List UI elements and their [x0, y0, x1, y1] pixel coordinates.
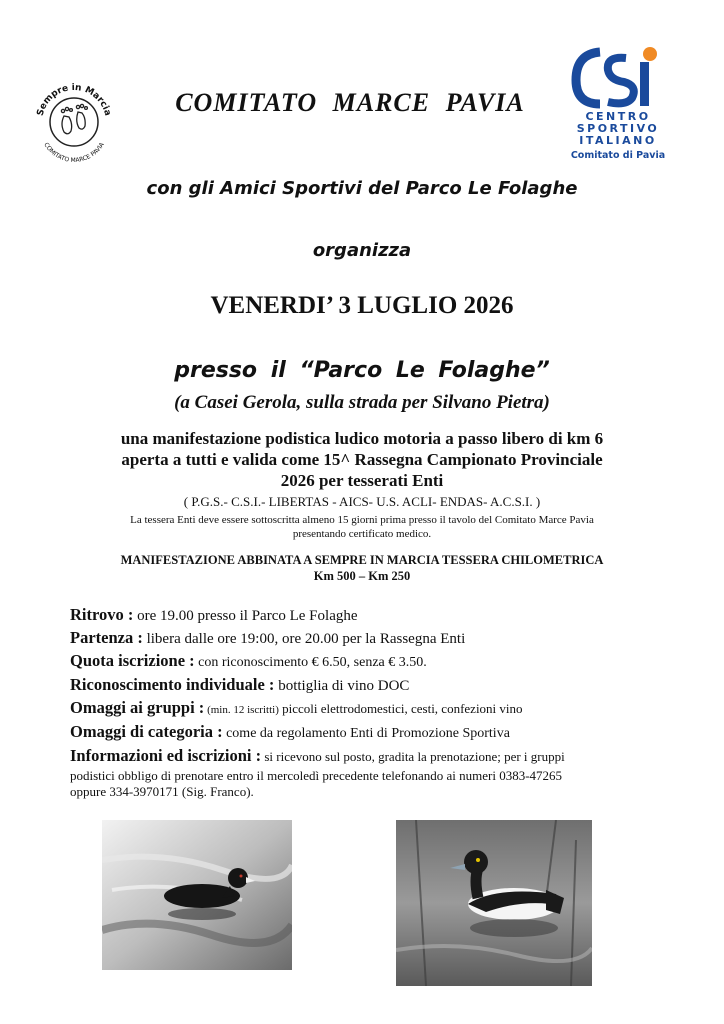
description-line-2: aperta a tutti e valida come 15^ Rassegna Campionato Provinciale — [121, 450, 603, 469]
logo-ring-text: Sempre in Marcia — [35, 82, 113, 118]
event-date: VENERDI’ 3 LUGLIO 2026 — [210, 292, 514, 319]
combined-event-notice — [0, 552, 724, 584]
description-line-1: una manifestazione podistica ludico motoria a passo libero di km 6 — [120, 429, 604, 448]
combined-line-1: MANIFESTAZIONE ABBINATA A SEMPRE IN MARCIA TESSERA CHILOMETRICA — [120, 553, 604, 567]
gruppi-label: Omaggi ai gruppi : — [70, 698, 205, 717]
event-description — [0, 428, 724, 491]
info-quota — [70, 650, 670, 674]
gruppi-value: piccoli elettrodomestici, cesti, confezioni vino — [278, 701, 523, 716]
gruppi-small: (min. 12 iscritti) — [204, 704, 279, 716]
footprints-icon — [61, 104, 87, 133]
informazioni-line-3: oppure 334-3970171 (Sig. Franco). — [70, 784, 254, 799]
svg-text:COMITATO MARCE PAVIA — [42, 141, 106, 164]
membership-note — [0, 513, 724, 541]
riconoscimento-value: bottiglia di vino DOC — [274, 678, 410, 694]
intro-organizes: organizza — [312, 240, 412, 261]
info-gruppi — [70, 697, 670, 721]
csi-caption: Comitato di Pavia — [570, 150, 666, 161]
informazioni-value: si ricevono sul posto, gradita la prenotazione; per i gruppi — [261, 749, 565, 764]
ritrovo-label: Ritrovo : — [70, 605, 134, 624]
event-info — [70, 604, 670, 800]
info-ritrovo — [70, 604, 670, 627]
intro-with: con gli Amici Sportivi del Parco Le Folaghe — [146, 178, 578, 199]
sempre-in-marcia-logo — [30, 78, 118, 166]
info-riconoscimento — [70, 674, 670, 697]
quota-label: Quota iscrizione : — [70, 651, 195, 670]
duck-photo — [396, 820, 592, 986]
csi-line-1: CENTRO — [585, 110, 651, 123]
informazioni-line-2: podistici obbligo di prenotare entro il mercoledì precedente telefonando ai numeri 0383-47265 — [70, 768, 563, 783]
event-venue-detail: (a Casei Gerola, sulla strada per Silvano Pietra) — [174, 392, 550, 413]
info-partenza — [70, 627, 670, 650]
coot-photo — [102, 820, 292, 970]
note-line-2: presentando certificato medico. — [292, 528, 432, 540]
csi-mark-icon — [576, 47, 657, 106]
note-line-1: La tessera Enti deve essere sottoscritta almeno 15 giorni prima presso il tavolo del Comitato Marce Pavia — [130, 514, 594, 526]
combined-line-2: Km 500 – Km 250 — [313, 569, 411, 583]
logo-bottom-text: COMITATO MARCE PAVIA — [42, 141, 106, 165]
riconoscimento-label: Riconoscimento individuale : — [70, 675, 275, 694]
ritrovo-value: ore 19.00 presso il Parco Le Folaghe — [133, 608, 358, 624]
page-title: COMITATO MARCE PAVIA — [175, 88, 525, 117]
csi-line-2: SPORTIVO — [576, 122, 660, 135]
categoria-value: come da regolamento Enti di Promozione Sportiva — [222, 726, 510, 741]
partenza-label: Partenza : — [70, 628, 143, 647]
svg-text:Sempre in Marcia — [36, 83, 113, 117]
quota-value: con riconoscimento € 6.50, senza € 3.50. — [194, 655, 427, 670]
info-informazioni — [70, 745, 670, 768]
categoria-label: Omaggi di categoria : — [70, 722, 223, 741]
informazioni-label: Informazioni ed iscrizioni : — [70, 746, 262, 765]
partenza-value: libera dalle ore 19:00, ore 20.00 per la Rassegna Enti — [142, 631, 466, 647]
entities-list: ( P.G.S.- C.S.I.- LIBERTAS - AICS- U.S. ACLI- ENDAS- A.C.S.I. ) — [183, 494, 541, 509]
description-line-3: 2026 per tesserati Enti — [280, 471, 444, 490]
event-venue: presso il “Parco Le Folaghe” — [174, 358, 550, 383]
info-categoria — [70, 721, 670, 745]
csi-logo — [568, 42, 668, 162]
csi-line-3: ITALIANO — [579, 134, 657, 147]
